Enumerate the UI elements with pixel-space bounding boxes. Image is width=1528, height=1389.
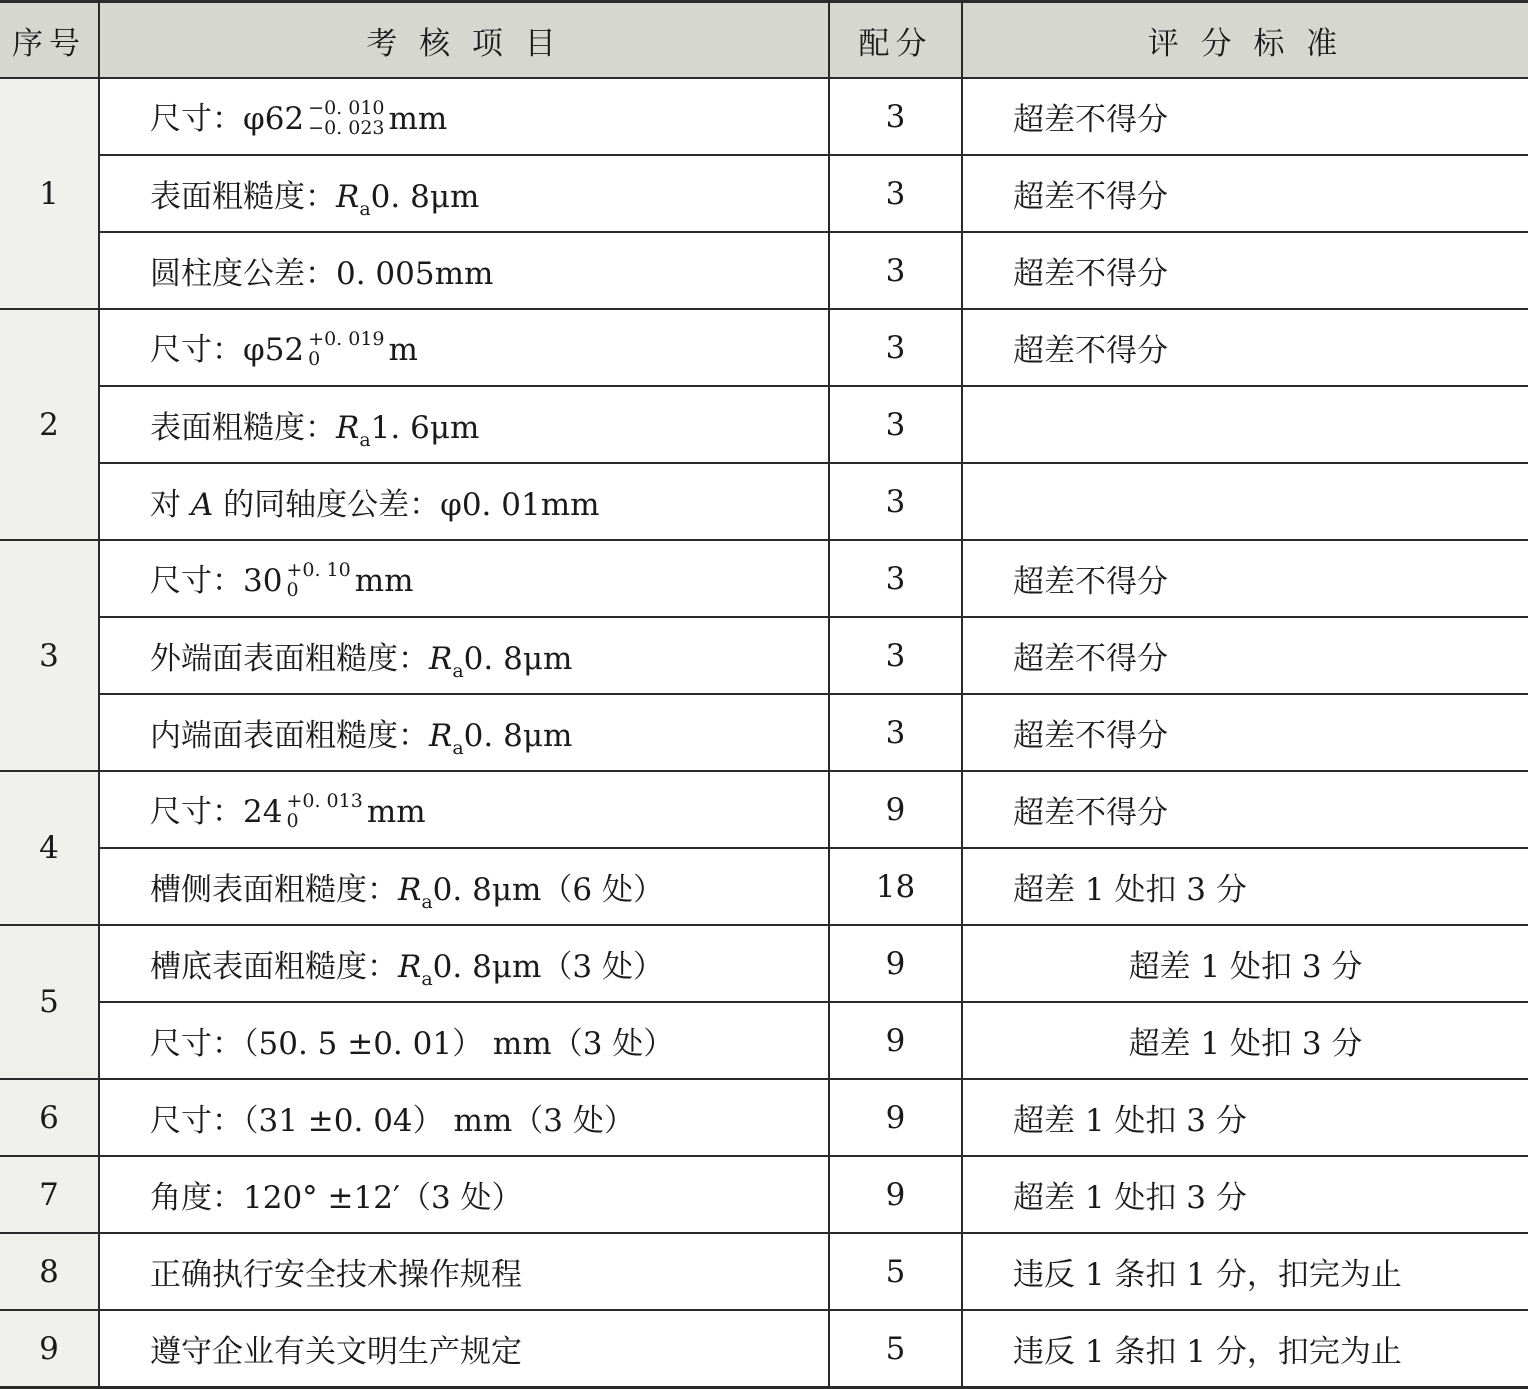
criteria-cell: 超差不得分	[962, 78, 1528, 155]
header-seq: 序号	[0, 2, 99, 79]
seq-number: 7	[0, 1156, 99, 1233]
roughness-symbol: R	[398, 872, 422, 908]
item-text: 内端面表面粗糙度：	[150, 718, 429, 754]
criteria-cell: 违反 1 条扣 1 分，扣完为止	[962, 1310, 1528, 1388]
item-value: 0. 8μm	[463, 718, 573, 754]
item-unit: mm	[354, 562, 414, 599]
tolerance-lower: 0	[286, 810, 299, 833]
roughness-symbol: R	[336, 410, 360, 446]
item-value: 0. 8μm（6 处）	[432, 872, 664, 908]
item-cell	[99, 848, 829, 925]
seq-number: 8	[0, 1233, 99, 1310]
score-cell: 3	[829, 617, 962, 694]
tolerance-upper: −0. 010	[308, 97, 385, 120]
item-cell	[99, 155, 829, 232]
roughness-subscript: a	[359, 429, 371, 451]
table-row	[0, 463, 1528, 540]
score-cell: 9	[829, 1002, 962, 1079]
header-row	[0, 2, 1528, 79]
seq-number: 1	[0, 78, 99, 309]
roughness-subscript: a	[359, 198, 371, 220]
criteria-cell: 超差 1 处扣 3 分	[962, 1156, 1528, 1233]
roughness-subscript: a	[452, 660, 464, 682]
item-cell	[99, 771, 829, 848]
table-row	[0, 925, 1528, 1002]
tolerance-lower: −0. 023	[308, 117, 385, 140]
criteria-cell: 超差不得分	[962, 694, 1528, 771]
roughness-symbol: R	[336, 179, 360, 215]
criteria-cell: 超差不得分	[962, 771, 1528, 848]
tolerance-lower: 0	[286, 579, 299, 602]
datum-reference: A	[190, 487, 214, 523]
item-text: 外端面表面粗糙度：	[150, 641, 429, 677]
tolerance	[308, 329, 384, 369]
item-text: 尺寸：24	[150, 793, 283, 830]
criteria-cell	[962, 386, 1528, 463]
item-cell	[99, 617, 829, 694]
item-text: 尺寸：φ52	[150, 331, 305, 368]
table-row	[0, 848, 1528, 925]
score-cell: 5	[829, 1233, 962, 1310]
roughness-subscript: a	[452, 737, 464, 759]
item-cell: 尺寸：（31 ±0. 04） mm（3 处）	[99, 1079, 829, 1156]
score-cell: 9	[829, 771, 962, 848]
item-text: 尺寸：30	[150, 562, 283, 599]
seq-number: 2	[0, 309, 99, 540]
item-cell: 圆柱度公差：0. 005mm	[99, 232, 829, 309]
item-cell	[99, 386, 829, 463]
table-row	[0, 1079, 1528, 1156]
roughness-symbol: R	[429, 641, 453, 677]
item-cell: 正确执行安全技术操作规程	[99, 1233, 829, 1310]
criteria-cell: 超差不得分	[962, 617, 1528, 694]
item-text: 表面粗糙度：	[150, 410, 336, 446]
table-row	[0, 309, 1528, 386]
score-cell: 3	[829, 386, 962, 463]
seq-number: 3	[0, 540, 99, 771]
item-text: 尺寸：φ62	[150, 100, 305, 137]
score-cell: 3	[829, 694, 962, 771]
header-score: 配分	[829, 2, 962, 79]
item-unit: mm	[366, 793, 426, 830]
item-cell	[99, 463, 829, 540]
criteria-cell: 超差 1 处扣 3 分	[962, 1002, 1528, 1079]
criteria-cell: 违反 1 条扣 1 分，扣完为止	[962, 1233, 1528, 1310]
score-cell: 9	[829, 1156, 962, 1233]
item-unit: mm	[388, 100, 448, 137]
criteria-cell: 超差 1 处扣 3 分	[962, 925, 1528, 1002]
score-cell: 9	[829, 925, 962, 1002]
score-cell: 3	[829, 78, 962, 155]
criteria-cell: 超差不得分	[962, 232, 1528, 309]
item-unit: m	[388, 331, 418, 368]
criteria-cell: 超差 1 处扣 3 分	[962, 848, 1528, 925]
item-value: 0. 8μm（3 处）	[432, 949, 664, 985]
score-cell: 9	[829, 1079, 962, 1156]
table-row	[0, 694, 1528, 771]
tolerance-upper: +0. 013	[286, 790, 363, 813]
table-row	[0, 617, 1528, 694]
table-row	[0, 155, 1528, 232]
tolerance-upper: +0. 019	[308, 328, 385, 351]
item-cell	[99, 309, 829, 386]
score-cell: 3	[829, 155, 962, 232]
item-text: 槽底表面粗糙度：	[150, 949, 398, 985]
item-cell	[99, 78, 829, 155]
table-row	[0, 78, 1528, 155]
table-row	[0, 386, 1528, 463]
header-criteria: 评 分 标 准	[962, 2, 1528, 79]
criteria-cell	[962, 463, 1528, 540]
tolerance-lower: 0	[308, 348, 321, 371]
tolerance-upper: +0. 10	[286, 559, 351, 582]
table-row	[0, 771, 1528, 848]
criteria-cell: 超差不得分	[962, 155, 1528, 232]
table-row	[0, 1002, 1528, 1079]
score-cell: 3	[829, 232, 962, 309]
roughness-symbol: R	[429, 718, 453, 754]
table-row	[0, 1233, 1528, 1310]
tolerance	[286, 560, 350, 600]
roughness-subscript: a	[421, 968, 433, 990]
seq-number: 5	[0, 925, 99, 1079]
score-cell: 18	[829, 848, 962, 925]
criteria-cell: 超差 1 处扣 3 分	[962, 1079, 1528, 1156]
item-cell: 尺寸：（50. 5 ±0. 01） mm（3 处）	[99, 1002, 829, 1079]
item-text: 槽侧表面粗糙度：	[150, 872, 398, 908]
table-row	[0, 1156, 1528, 1233]
table-row	[0, 540, 1528, 617]
item-text: 对	[150, 487, 181, 523]
tolerance	[308, 98, 384, 138]
roughness-symbol: R	[398, 949, 422, 985]
score-cell: 3	[829, 540, 962, 617]
item-cell	[99, 925, 829, 1002]
tolerance	[286, 791, 362, 831]
item-value: 的同轴度公差：φ0. 01mm	[223, 487, 600, 523]
roughness-subscript: a	[421, 891, 433, 913]
table-row	[0, 1310, 1528, 1388]
item-value: 0. 8μm	[463, 641, 573, 677]
criteria-cell: 超差不得分	[962, 309, 1528, 386]
seq-number: 4	[0, 771, 99, 925]
table-row	[0, 232, 1528, 309]
score-cell: 3	[829, 309, 962, 386]
item-cell	[99, 694, 829, 771]
item-cell	[99, 540, 829, 617]
score-cell: 3	[829, 463, 962, 540]
item-value: 1. 6μm	[370, 410, 480, 446]
score-cell: 5	[829, 1310, 962, 1388]
item-value: 0. 8μm	[370, 179, 480, 215]
header-item: 考 核 项 目	[99, 2, 829, 79]
item-cell: 角度：120° ±12′（3 处）	[99, 1156, 829, 1233]
seq-number: 9	[0, 1310, 99, 1388]
item-text: 表面粗糙度：	[150, 179, 336, 215]
seq-number: 6	[0, 1079, 99, 1156]
item-cell: 遵守企业有关文明生产规定	[99, 1310, 829, 1388]
criteria-cell: 超差不得分	[962, 540, 1528, 617]
